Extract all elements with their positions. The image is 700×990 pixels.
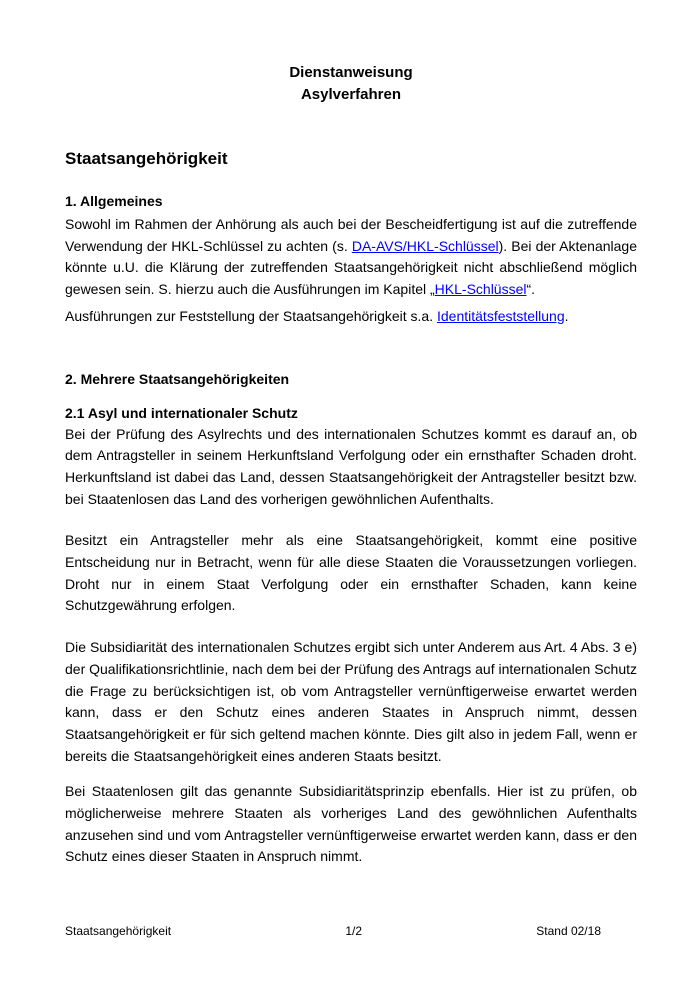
link-da-avs-hkl-schluessel[interactable]: DA-AVS/HKL-Schlüssel (351, 237, 499, 254)
text-run: Bei der Prüfung des Asylrechts und des internationalen Schutzes kommt es darauf an, ob dem Antragsteller in seinem Herkunftsland Verfolgung oder ein ernsthafter Schaden droht. Herkunftsland ist dabei das Land, dessen Staatsangehörigkeit der Antragsteller besitzt bzw. bei Staatenlosen das Land des vorherigen gewöhnlichen Aufenthalts. (65, 425, 637, 507)
footer-page-number: 1/2 (345, 924, 363, 938)
paragraph-hkl-schluessel (65, 214, 637, 301)
document-body (65, 190, 637, 868)
page-footer (65, 923, 601, 939)
text-run: Besitzt ein Antragsteller mehr als eine Staatsangehörigkeit, kommt eine positive Entscheidung nur in Betracht, wenn für alle diese Staaten die Voraussetzungen vorliegen. Droht nur in einem Staat Verfolgung oder ein ernsthafter Schaden, kann keine Schutzgewährung erfolgen. (65, 532, 637, 614)
paragraph-mehrere-staatsangehoerigkeiten (65, 530, 637, 617)
text-run: 2.1 Asyl und internationaler Schutz (65, 404, 298, 421)
link-identitaetsfeststellung[interactable]: Identitätsfeststellung (437, 307, 565, 324)
paragraph-identitaetsfeststellung (65, 306, 637, 328)
text-run: . (564, 307, 569, 324)
document-title (65, 62, 637, 106)
link-hkl-schluessel[interactable]: HKL-Schlüssel (434, 281, 527, 298)
text-run: “. (526, 281, 536, 298)
document-title-line-2: Asylverfahren (300, 86, 402, 103)
paragraph-staatenlose (65, 781, 637, 868)
footer-version-date: Stand 02/18 (536, 924, 601, 938)
section-heading-allgemeines (65, 190, 637, 212)
text-run: 1. Allgemeines (65, 193, 163, 209)
document-content (65, 0, 637, 868)
text-run: Bei Staatenlosen gilt das genannte Subsidiaritätsprinzip ebenfalls. Hier ist zu prüfen, ob möglicherweise mehrere Staaten als vorheriges Land des gewöhnlichen Aufenthalts anzusehen sind und vom Antragsteller vernünftigerweise erwartet werden kann, dass er den Schutz eines dieser Staaten in Anspruch nimmt. (65, 783, 637, 865)
text-run: 2. Mehrere Staatsangehörigkeiten (65, 370, 290, 387)
page-heading: Staatsangehörigkeit (65, 149, 228, 168)
text-run: Sowohl im Rahmen der Anhörung als auch bei der Bescheidfertigung ist auf die zutreffende Verwendung der HKL-Schlüssel zu achten (s. (65, 216, 637, 254)
paragraph-herkunftsland (65, 424, 637, 511)
text-run: Ausführungen zur Feststellung der Staatsangehörigkeit s.a. (65, 307, 437, 324)
text-run: Die Subsidiarität des internationalen Schutzes ergibt sich unter Anderem aus Art. 4 Abs. 3 e) der Qualifikationsrichtlinie, nach dem bei der Prüfung des Antrags auf internationalen Schutz die Frage zu berücksichtigen ist, ob vom Antragsteller vernünftigerweise erwartet werden kann, dass er den Schutz eines anderen Staates in Anspruch nimmt, dessen Staatsangehörigkeit er für sich geltend machen könnte. Dies gilt also in jedem Fall, wenn er bereits die Staatsangehörigkeit eines anderen Staats besitzt. (65, 639, 638, 764)
footer-document-name: Staatsangehörigkeit (65, 924, 172, 938)
paragraph-subsidiaritaet (65, 637, 637, 767)
document-title-line-1: Dienstanweisung (289, 64, 413, 81)
subsection-heading-asyl-und-internationaler-schutz (65, 402, 637, 424)
section-heading-mehrere-staatsangehoerigkeiten (65, 368, 637, 390)
text-run: ). Bei der Aktenanlage könnte u.U. die Klärung der zutreffenden Staatsangehörigkeit nicht abschließend möglich gewesen sein. S. hierzu auch die Ausführungen im Kapitel „ (65, 237, 637, 298)
